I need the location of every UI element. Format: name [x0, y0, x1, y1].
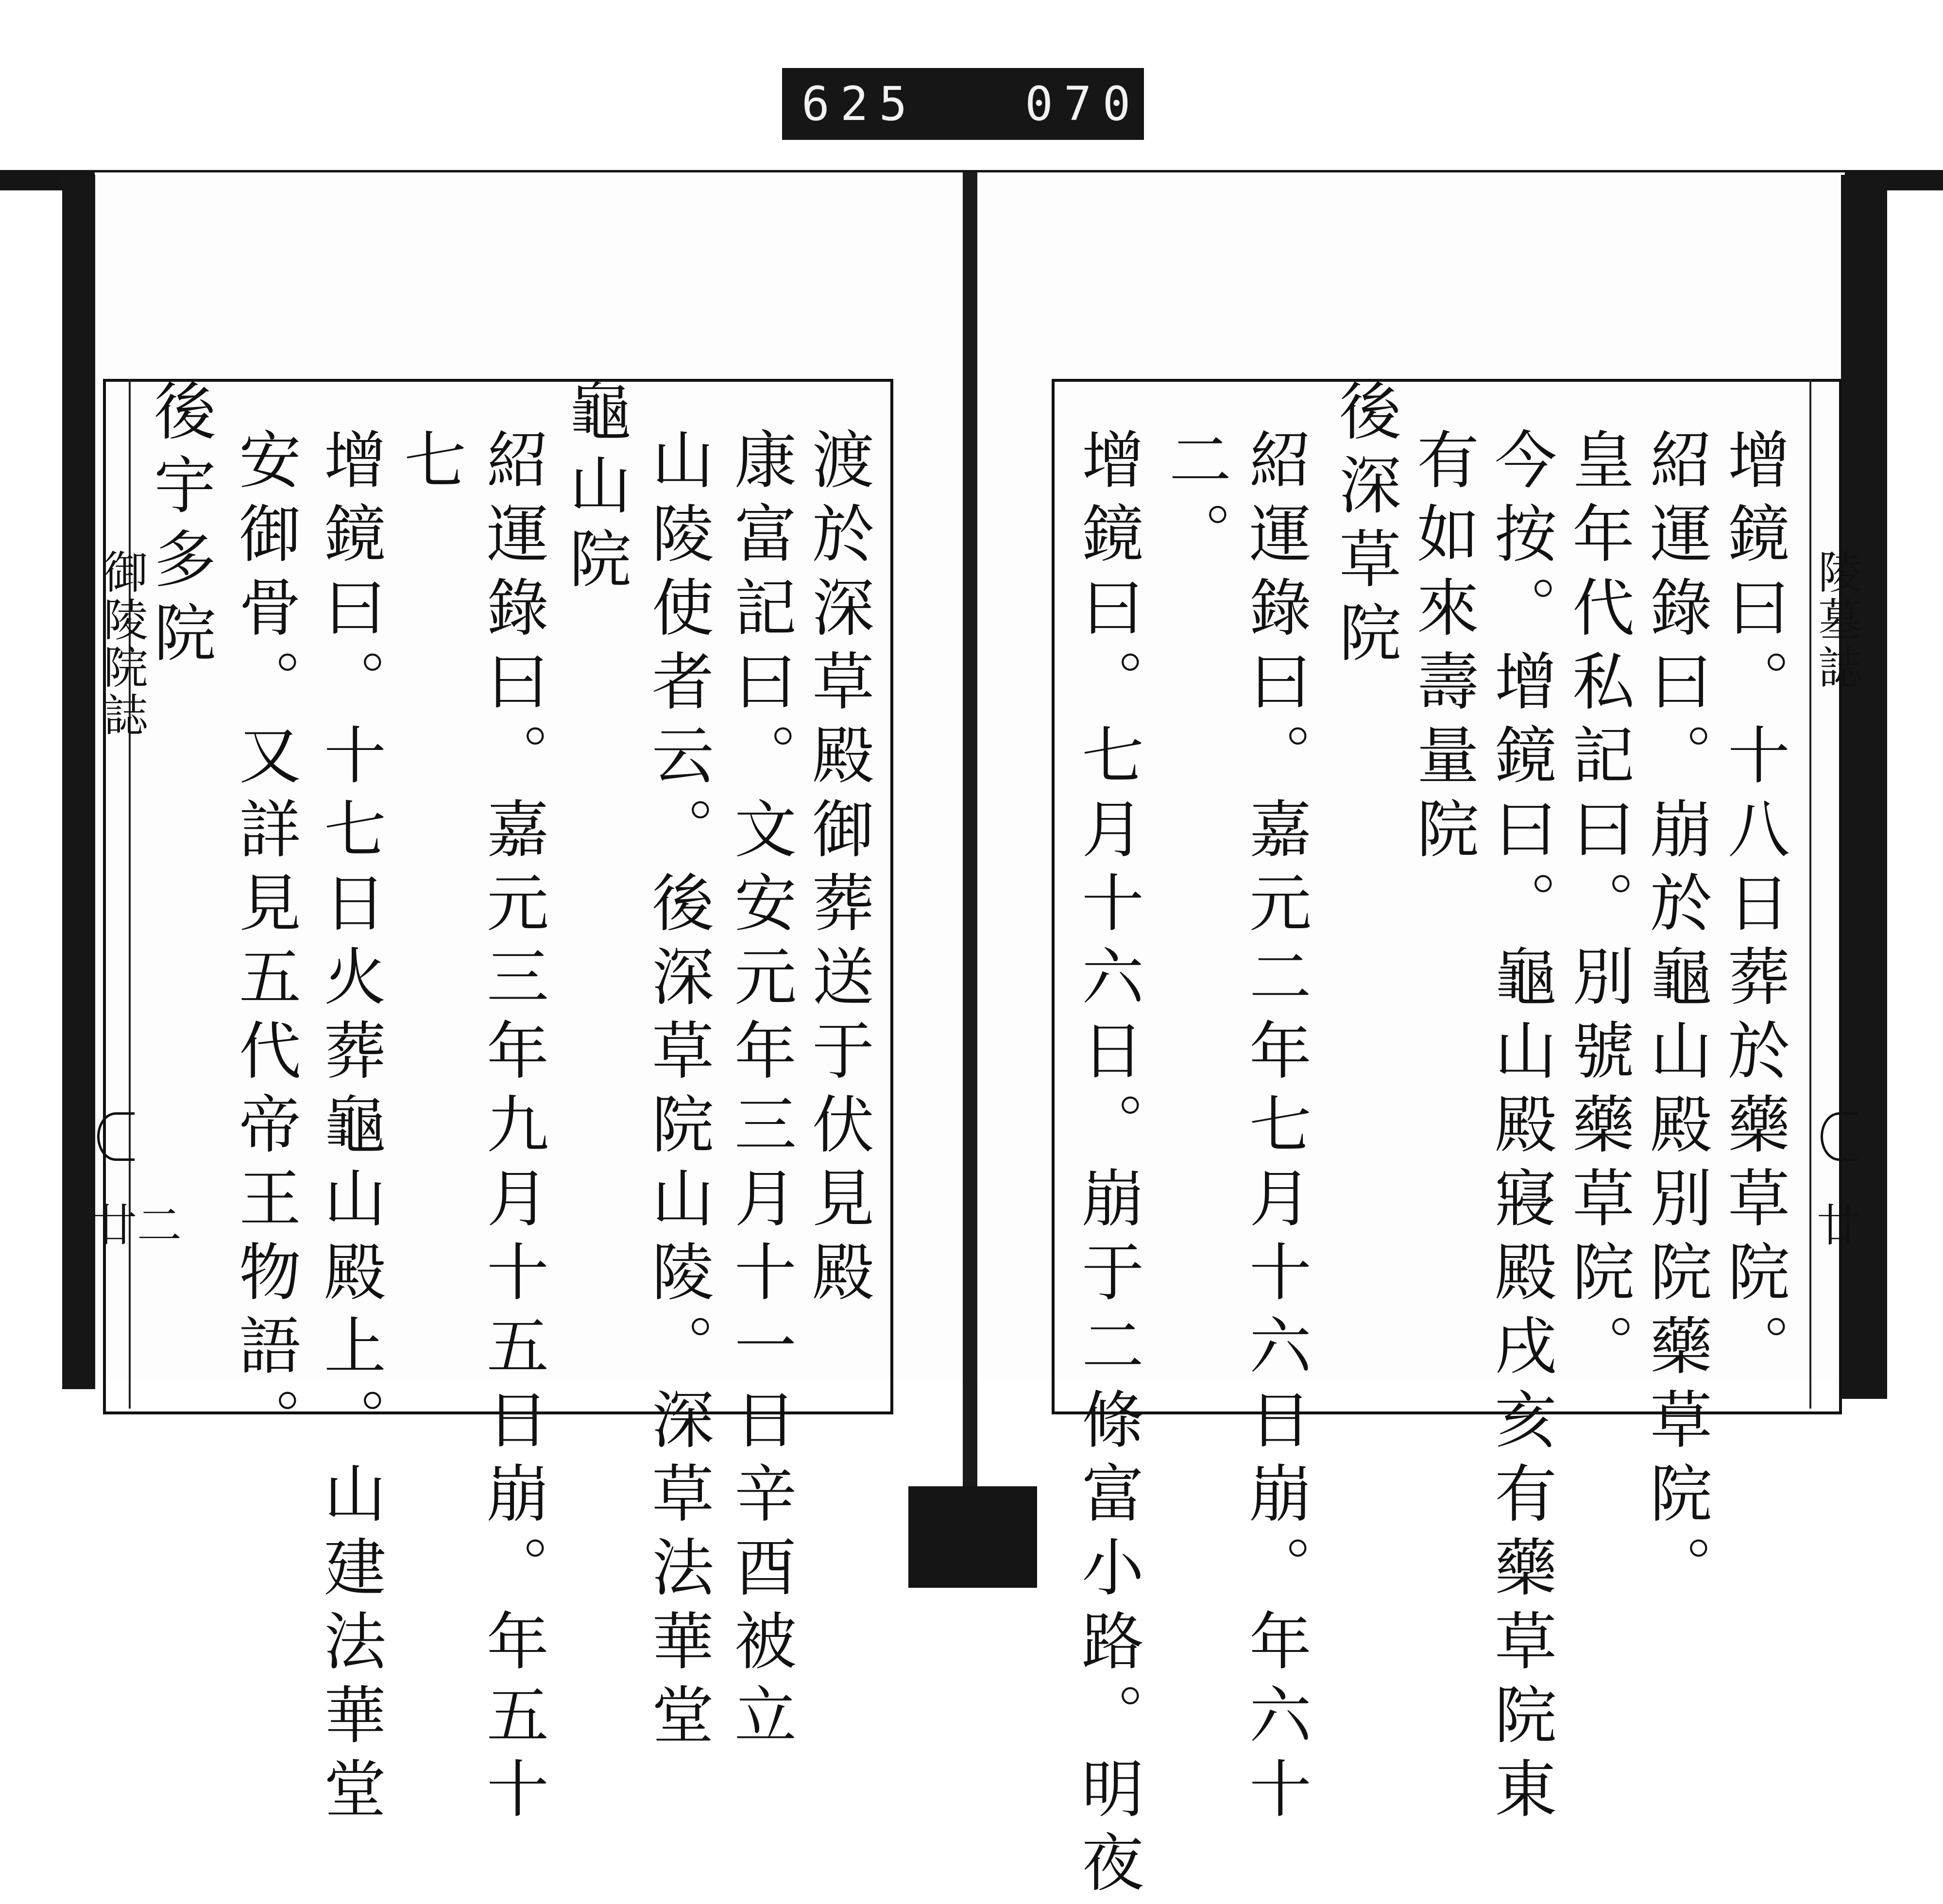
- left-column-7: 增鏡曰。十七日火葬龜山殿上。山建法華堂: [313, 427, 386, 1830]
- right-column-5: 有如來壽量院: [1406, 427, 1479, 870]
- left-column-4: 龜山院: [559, 379, 631, 600]
- catalog-label-plate: [782, 68, 1144, 140]
- left-margin-title: 御陵院誌: [96, 549, 148, 739]
- left-column-9: 後宇多院: [143, 379, 216, 674]
- left-spine-edge: [62, 175, 95, 1389]
- label-right-number: 070: [1025, 77, 1142, 131]
- center-gutter: [963, 172, 977, 1523]
- left-column-6: 七: [393, 427, 466, 501]
- right-margin-title: 陵墓誌: [1811, 549, 1863, 692]
- left-margin-fish-mark: [97, 1112, 135, 1161]
- right-column-7: 紹運錄曰。嘉元二年七月十六日崩。年六十: [1239, 427, 1311, 1830]
- right-column-3: 皇年代私記曰。別號藥草院。: [1562, 427, 1634, 1387]
- right-column-1: 增鏡曰。十八日葬於藥草院。: [1717, 427, 1790, 1387]
- right-margin-page-number: 廿: [1817, 1200, 1862, 1252]
- left-frame-inner-line: [129, 379, 131, 1409]
- right-frame-inner-line: [1809, 379, 1811, 1409]
- left-column-2: 康富記曰。文安元年三月十一日辛酉被立: [724, 427, 796, 1756]
- left-column-3: 山陵使者云。後深草院山陵。深草法華堂: [641, 427, 714, 1756]
- bottom-block: [908, 1486, 1037, 1588]
- left-column-8: 安御骨。又詳見五代帝王物語。: [228, 427, 301, 1461]
- left-margin-page-number: 廿二: [92, 1200, 182, 1252]
- label-left-number: 625: [801, 77, 918, 131]
- right-margin-fish-mark: [1821, 1112, 1858, 1161]
- right-column-4: 今按。增鏡曰。龜山殿寢殿戌亥有藥草院東: [1484, 427, 1556, 1830]
- right-column-2: 紹運錄曰。崩於龜山殿別院藥草院。: [1639, 427, 1712, 1609]
- right-column-9: 增鏡曰。七月十六日。崩于二條富小路。明夜: [1071, 427, 1143, 1904]
- right-column-6: 後深草院: [1329, 379, 1401, 674]
- left-column-5: 紹運錄曰。嘉元三年九月十五日崩。年五十: [476, 427, 548, 1830]
- right-column-8: 二。: [1159, 427, 1231, 575]
- left-column-1: 渡於深草殿御葬送于伏見殿: [801, 427, 874, 1313]
